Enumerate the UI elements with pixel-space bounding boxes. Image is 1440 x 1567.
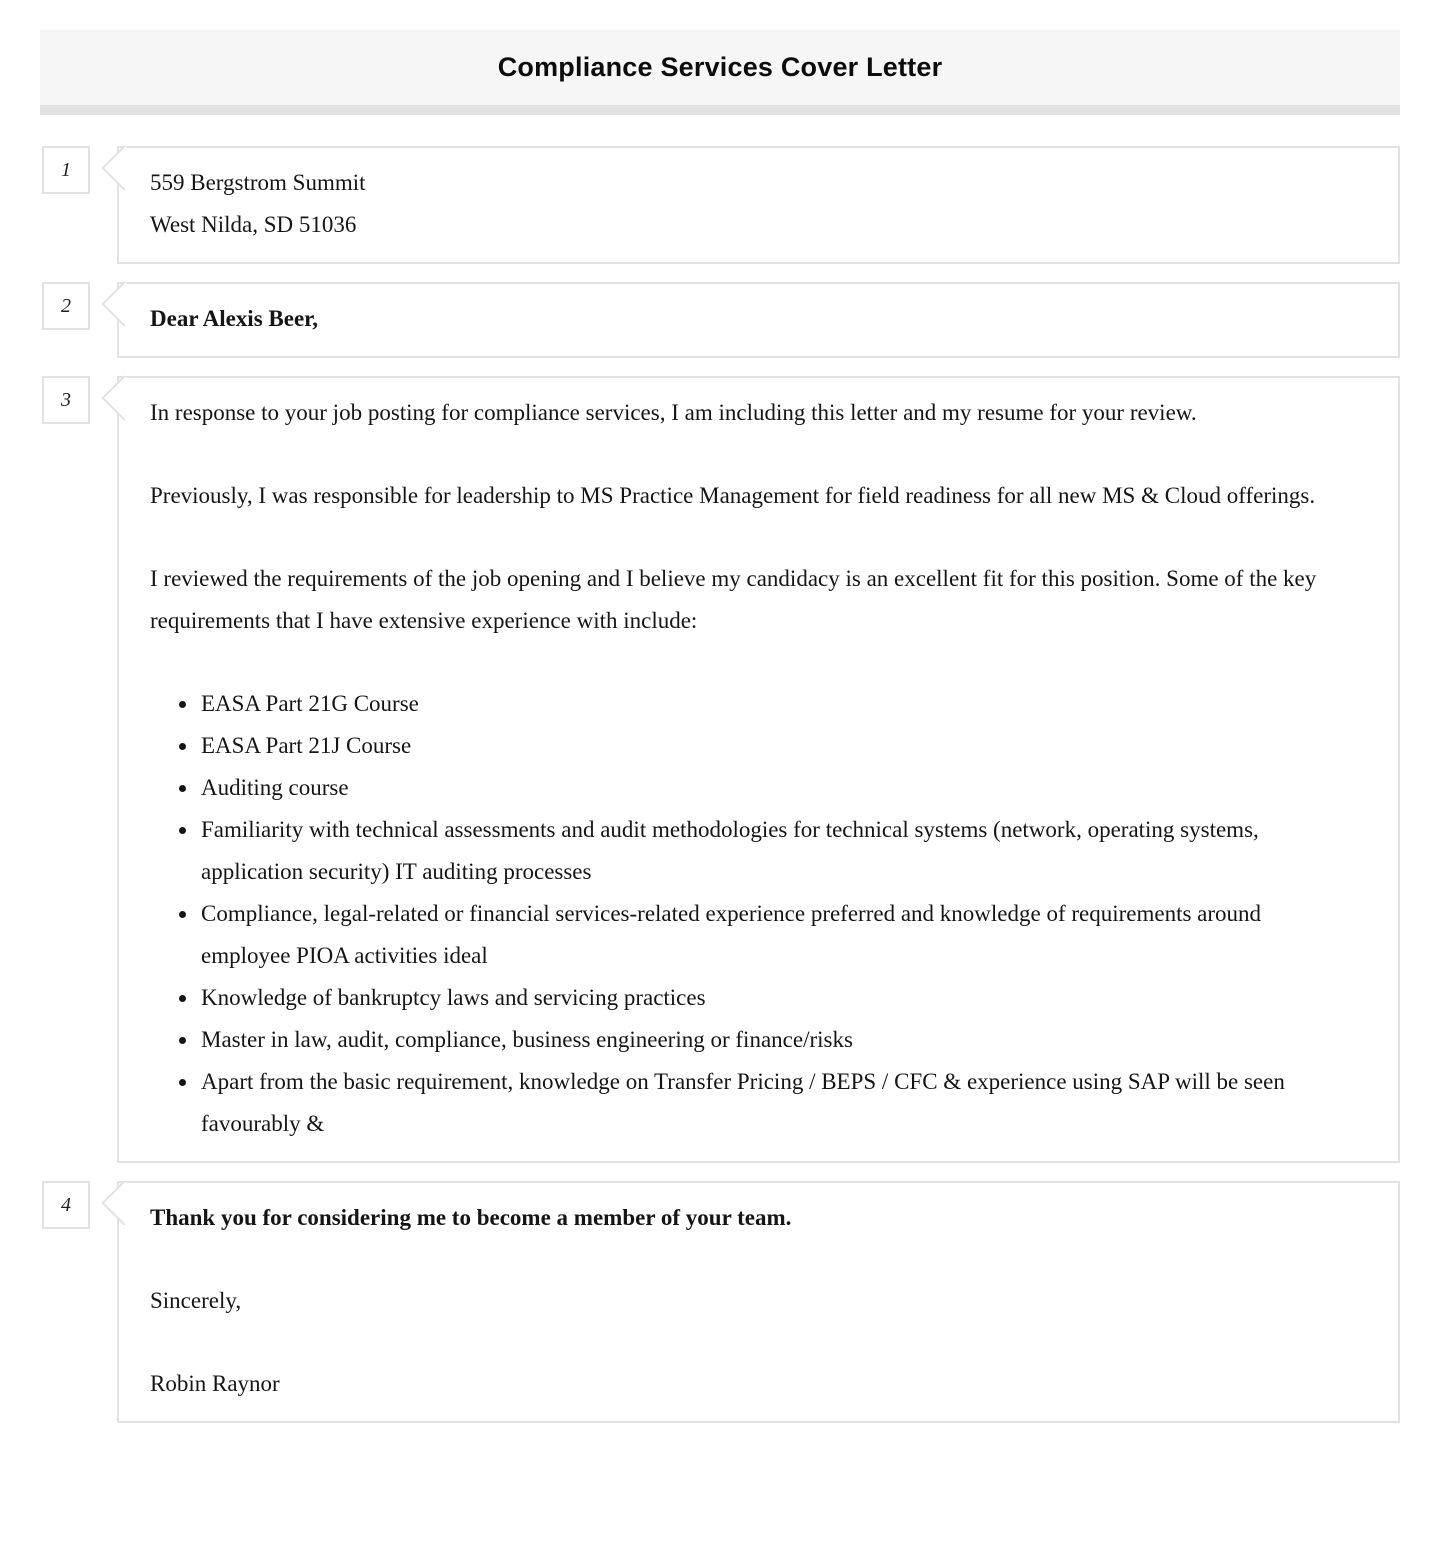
closing-box — [117, 1181, 1400, 1423]
document-title-banner — [40, 30, 1400, 115]
section-body — [42, 376, 1400, 1163]
section-address — [42, 146, 1400, 264]
paragraph-requirements-lead: I reviewed the requirements of the job opening and I believe my candidacy is an excellent fit for this position. Some of the key requirements that I have extensive experience with include: — [150, 566, 1317, 633]
requirement-item: • Auditing course — [199, 767, 1356, 809]
section-greeting — [42, 282, 1400, 358]
greeting-text: Dear Alexis Beer, — [150, 306, 318, 331]
requirement-item: • Master in law, audit, compliance, business engineering or finance/risks — [199, 1019, 1356, 1061]
signoff: Sincerely, — [150, 1288, 242, 1313]
section-number-badge-2[interactable]: 2 — [42, 282, 90, 330]
paragraph-intro: In response to your job posting for compliance services, I am including this letter and my resume for your review. — [150, 400, 1197, 425]
address-line-1: 559 Bergstrom Summit — [150, 170, 366, 195]
requirement-item: • Apart from the basic requirement, knowledge on Transfer Pricing / BEPS / CFC & experience using SAP will be seen favourably & — [199, 1061, 1356, 1145]
document-title: Compliance Services Cover Letter — [497, 52, 943, 82]
body-box — [117, 376, 1400, 1163]
requirements-list — [150, 683, 1356, 1145]
address-box — [117, 146, 1400, 264]
cover-letter-body — [0, 146, 1440, 1423]
pointer-notch — [101, 281, 146, 326]
pointer-notch — [101, 145, 146, 190]
section-closing — [42, 1181, 1400, 1423]
greeting-box — [117, 282, 1400, 358]
paragraph-experience: Previously, I was responsible for leadership to MS Practice Management for field readiness for all new MS & Cloud offerings. — [150, 483, 1316, 508]
signature-name: Robin Raynor — [150, 1371, 280, 1396]
address-line-2: West Nilda, SD 51036 — [150, 212, 357, 237]
requirement-item: • Compliance, legal-related or financial services-related experience preferred and knowledge of requirements around employee PIOA activities ideal — [199, 893, 1356, 977]
pointer-notch — [101, 1180, 146, 1225]
requirement-item: • Familiarity with technical assessments and audit methodologies for technical systems (network, operating systems, application security) IT auditing processes — [199, 809, 1356, 893]
requirement-item: • EASA Part 21J Course — [199, 725, 1356, 767]
requirement-item: • Knowledge of bankruptcy laws and servicing practices — [199, 977, 1356, 1019]
section-number-badge-3[interactable]: 3 — [42, 376, 90, 424]
section-number-badge-4[interactable]: 4 — [42, 1181, 90, 1229]
pointer-notch — [101, 375, 146, 420]
section-number-badge-1[interactable]: 1 — [42, 146, 90, 194]
requirement-item: • EASA Part 21G Course — [199, 683, 1356, 725]
closing-statement: Thank you for considering me to become a member of your team. — [150, 1205, 792, 1230]
